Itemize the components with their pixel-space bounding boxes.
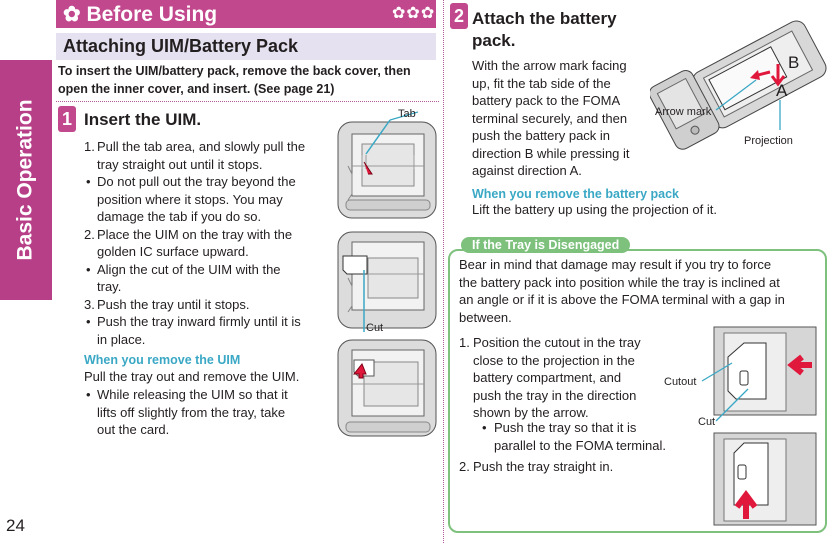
label-tab: Tab (398, 108, 416, 120)
tray-realign-illustration (662, 325, 820, 527)
flower-decoration-icon: ✿✿✿ (392, 5, 436, 22)
tray-step-1: 1. Position the cutout in the tray close to the projection in the battery compartment, and push the tray in the direction shown by the arrow. (459, 335, 641, 420)
uim-push-in-illustration (318, 338, 440, 442)
label-cut-box: Cut (698, 416, 716, 428)
label-arrow-mark: Arrow mark (655, 106, 712, 118)
battery-attach-illustration (650, 6, 827, 156)
intro-text: To insert the UIM/battery pack, remove the back cover, then open the inner cover, and insert. (See page 21) (58, 64, 411, 96)
remove-battery-heading: When you remove the battery pack (472, 187, 680, 201)
label-cutout: Cutout (664, 376, 697, 388)
step-1-number: 1 (58, 106, 76, 132)
column-divider (443, 0, 444, 543)
label-direction-a: A (776, 81, 788, 100)
step-2-number: 2 (450, 3, 468, 29)
section-title: ✿ Before Using (63, 3, 218, 26)
tray-disengaged-warning: Bear in mind that damage may result if you try to force the battery pack into position while the tray is inclined at an angle or if it is above the FOMA terminal with a gap in between. (459, 257, 785, 325)
tray-step-1-bullet: • Push the tray so that it is parallel to the FOMA terminal. (482, 420, 666, 453)
step-2-instructions: With the arrow mark facing up, fit the tab side of the battery pack to the FOMA terminal securely, and then push the battery pack in direction B while pressing it against direction A. (472, 58, 630, 178)
step-1-instructions: 1. Pull the tab area, and slowly pull the tray straight out until it stops. • Do not pull out the tray beyond the position where it stops. You may damage the tab if you do so. 2. Place the UIM on the tray with the golden IC surface upward. • Align the cut of the UIM with the tray. 3. Push the tray until it stops. • Push the tray inward firmly until it is in place. (84, 139, 306, 347)
step-1-heading: Insert the UIM. (84, 110, 202, 129)
label-projection: Projection (744, 135, 793, 147)
step-2-heading: Attach the battery pack. (472, 9, 617, 50)
uim-tray-pull-illustration (318, 108, 440, 220)
remove-uim-text: Pull the tray out and remove the UIM. (84, 369, 300, 384)
uim-place-illustration (318, 228, 440, 338)
divider (56, 101, 439, 102)
remove-uim-bullet: • While releasing the UIM so that it lifts off slightly from the tray, take out the card. (86, 387, 288, 437)
remove-battery-text: Lift the battery up using the projection of it. (472, 202, 717, 217)
label-direction-b: B (788, 53, 800, 72)
side-tab-label: Basic Operation (14, 99, 37, 261)
label-cut: Cut (366, 322, 384, 334)
tray-disengaged-tag: If the Tray is Disengaged (461, 237, 630, 253)
subsection-title: Attaching UIM/Battery Pack (63, 36, 299, 56)
remove-uim-heading: When you remove the UIM (84, 353, 241, 367)
page-number: 24 (6, 516, 25, 535)
tray-step-2: 2. Push the tray straight in. (459, 459, 614, 474)
